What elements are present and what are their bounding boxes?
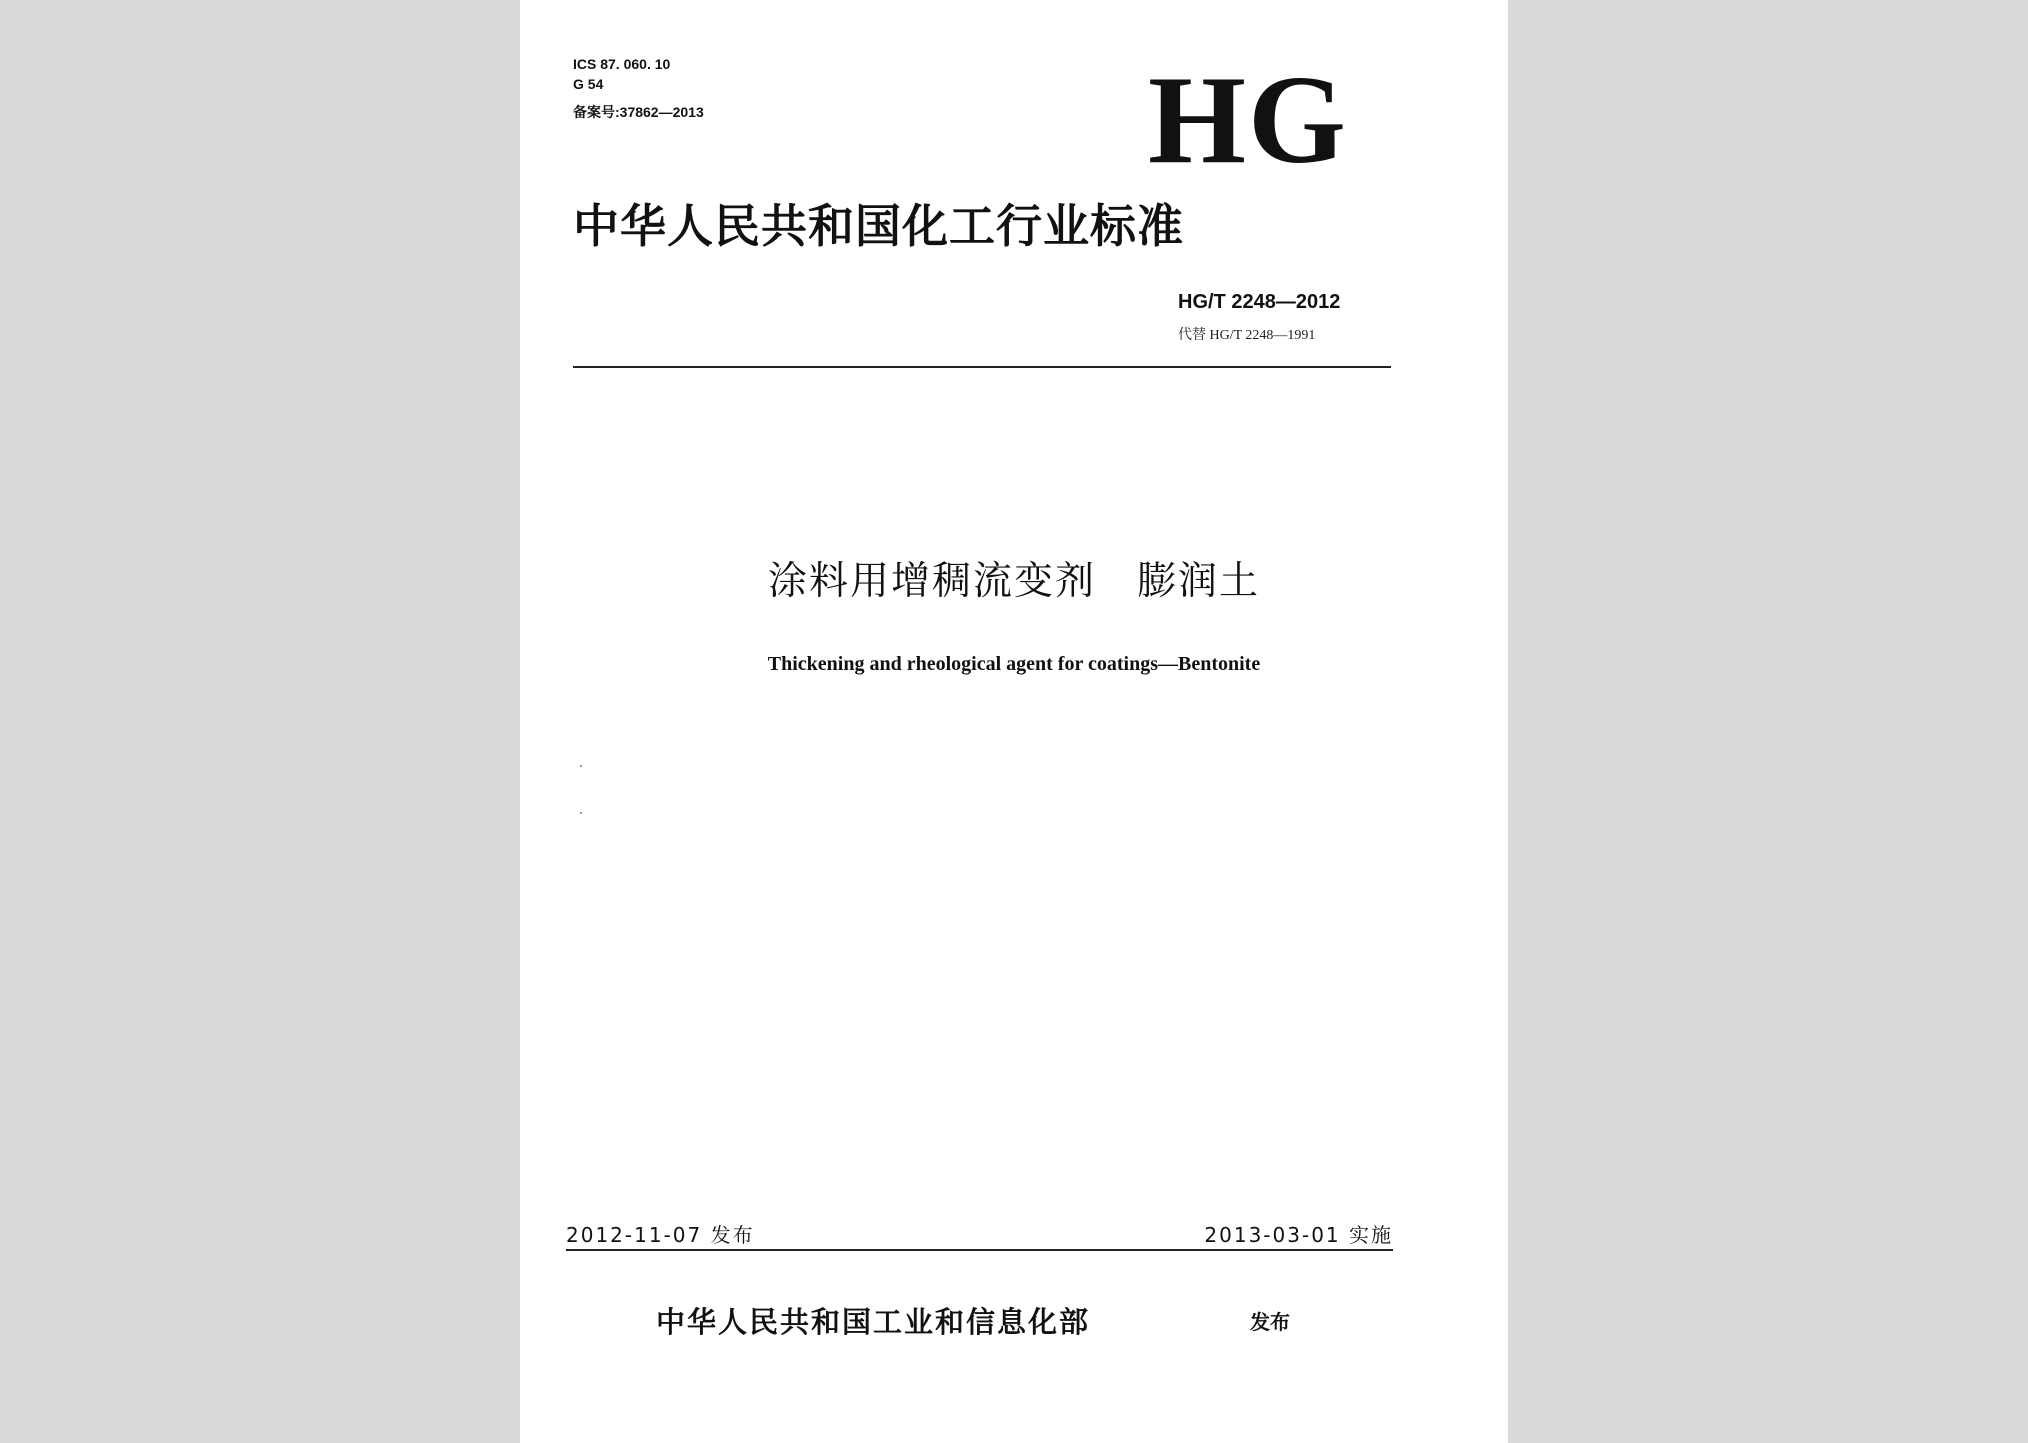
filing-number: 备案号:37862—2013 <box>573 104 704 120</box>
document-page <box>520 0 1508 1443</box>
title-english: Thickening and rheological agent for coatings—Bentonite <box>767 653 1261 675</box>
title-chinese: 涂料用增稠流变剂 膨润土 <box>767 559 1260 604</box>
standard-number: HG/T 2248—2012 <box>1178 291 1341 313</box>
ccs-code: G 54 <box>573 76 604 92</box>
scan-speck <box>580 765 582 767</box>
implementation-date: 2013-03-01 实施 <box>1204 1223 1393 1247</box>
replaces-standard: 代替 HG/T 2248—1991 <box>1178 328 1316 343</box>
scan-speck <box>580 812 582 814</box>
publish-label: 发布 <box>1250 1310 1290 1334</box>
publisher-name: 中华人民共和国工业和信息化部 <box>656 1305 1091 1339</box>
ics-code: ICS 87. 060. 10 <box>573 56 671 72</box>
footer-divider <box>566 1249 1393 1251</box>
issue-date: 2012-11-07 发布 <box>566 1223 755 1247</box>
standard-category: 中华人民共和国化工行业标准 <box>573 199 1184 253</box>
hg-logo: HG <box>1148 51 1349 190</box>
header-divider <box>573 366 1391 368</box>
